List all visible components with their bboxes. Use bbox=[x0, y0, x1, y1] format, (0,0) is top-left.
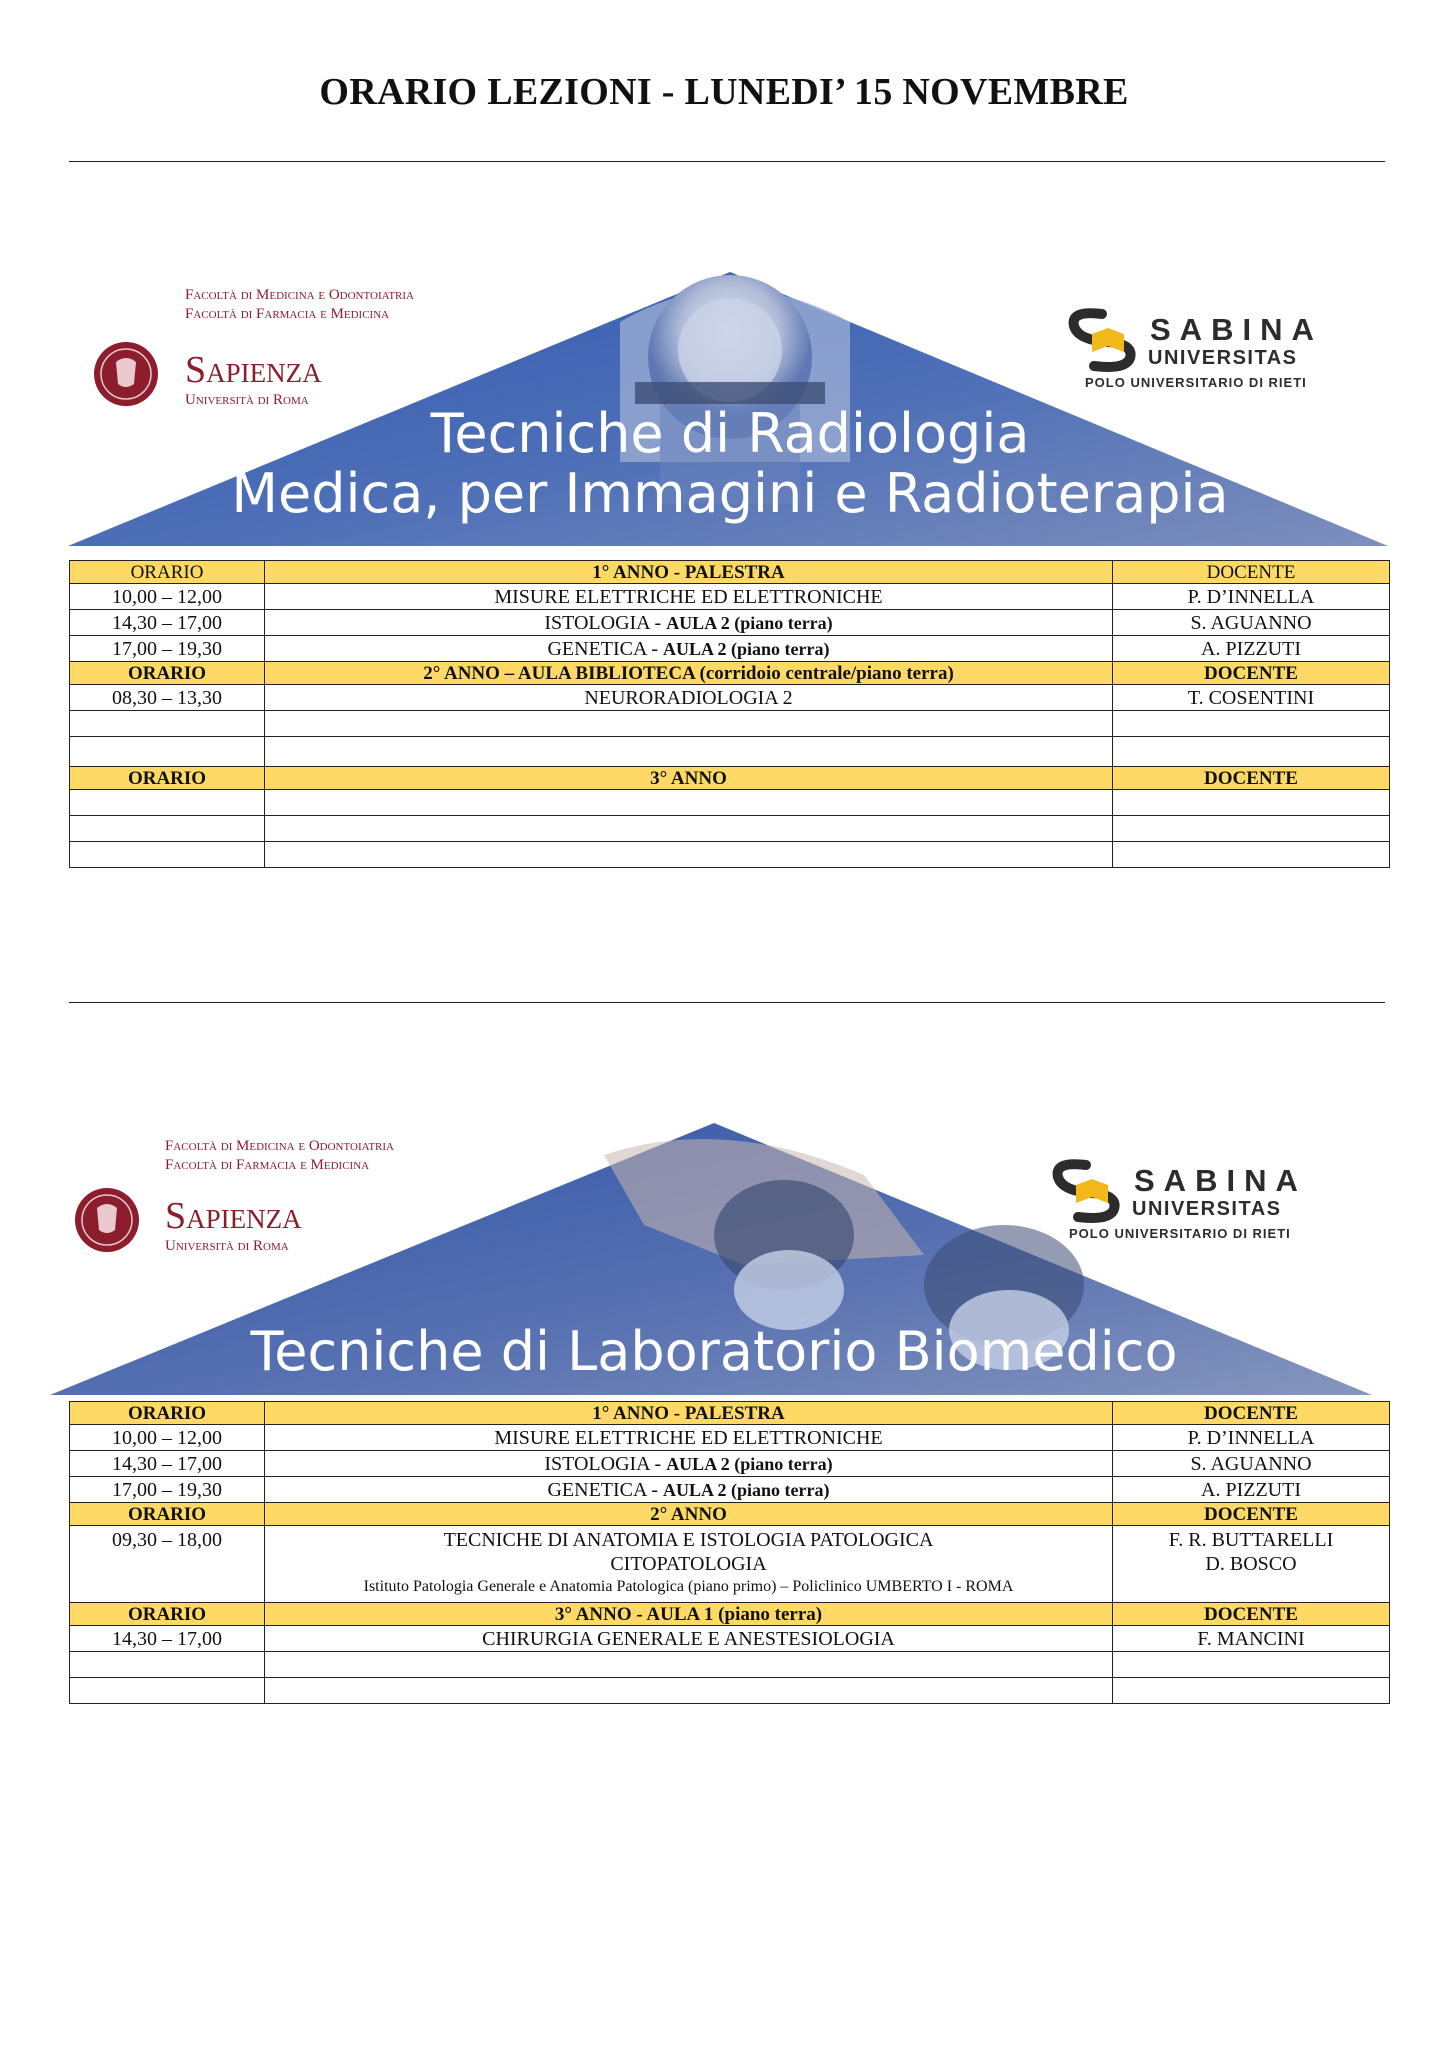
teacher-cell: A. PIZZUTI bbox=[1113, 636, 1390, 662]
year-heading: 3° ANNO bbox=[265, 767, 1113, 790]
room-text: AULA 2 (piano terra) bbox=[663, 1479, 830, 1500]
table-row bbox=[70, 1526, 1390, 1603]
teacher-cell: P. D’INNELLA bbox=[1113, 584, 1390, 610]
sabina-logo bbox=[1058, 1163, 1307, 1241]
sabina-name: SABINA bbox=[1134, 1163, 1307, 1198]
docente-header: DOCENTE bbox=[1113, 767, 1390, 790]
room-text: AULA 2 (piano terra) bbox=[663, 638, 830, 659]
faculty-line-1: Facoltà di Medicina e Odontoiatria bbox=[165, 1138, 394, 1154]
radiologia-banner bbox=[60, 262, 1390, 552]
empty-row bbox=[70, 816, 1390, 842]
teacher-cell: F. MANCINI bbox=[1113, 1626, 1390, 1652]
page-title: ORARIO LEZIONI - LUNEDI’ 15 NOVEMBRE bbox=[319, 71, 1129, 113]
orario-header: ORARIO bbox=[70, 767, 265, 790]
teacher-cell: S. AGUANNO bbox=[1113, 610, 1390, 636]
table-row bbox=[70, 1626, 1390, 1652]
subject-text: GENETICA - bbox=[547, 637, 664, 660]
year3-header-row bbox=[70, 767, 1390, 790]
subject-cell bbox=[265, 1451, 1113, 1477]
empty-row bbox=[70, 711, 1390, 737]
book-icon bbox=[1076, 1179, 1108, 1203]
faculty-line-1: Facoltà di Medicina e Odontoiatria bbox=[185, 287, 414, 303]
universitas-name: UNIVERSITAS bbox=[1148, 347, 1298, 369]
docente-header: DOCENTE bbox=[1113, 1603, 1390, 1626]
orario-header: ORARIO bbox=[70, 662, 265, 685]
time-cell: 08,30 – 13,30 bbox=[70, 685, 265, 711]
laboratorio-banner-graphic bbox=[44, 1115, 1374, 1395]
empty-row bbox=[70, 1652, 1390, 1678]
polo-name: POLO UNIVERSITARIO DI RIETI bbox=[1085, 375, 1307, 390]
orario-header: ORARIO bbox=[70, 561, 265, 584]
teacher-line-2: D. BOSCO bbox=[1205, 1553, 1297, 1575]
subject-cell: MISURE ELETTRICHE ED ELETTRONICHE bbox=[265, 1425, 1113, 1451]
table-row bbox=[70, 1477, 1390, 1503]
empty-row bbox=[70, 737, 1390, 767]
course-title-line-2: Medica, per Immagini e Radioterapia bbox=[231, 462, 1229, 525]
year2-header-row bbox=[70, 1503, 1390, 1526]
empty-row bbox=[70, 1678, 1390, 1704]
docente-header: DOCENTE bbox=[1113, 662, 1390, 685]
orario-header: ORARIO bbox=[70, 1603, 265, 1626]
time-cell: 17,00 – 19,30 bbox=[70, 1477, 265, 1503]
subject-cell: CHIRURGIA GENERALE E ANESTESIOLOGIA bbox=[265, 1626, 1113, 1652]
year-heading: 2° ANNO bbox=[265, 1503, 1113, 1526]
time-cell: 09,30 – 18,00 bbox=[70, 1526, 265, 1603]
radiologia-banner-graphic bbox=[60, 262, 1390, 552]
table-row bbox=[70, 1425, 1390, 1451]
year-heading bbox=[265, 561, 1113, 584]
time-cell: 14,30 – 17,00 bbox=[70, 1451, 265, 1477]
subject-text: GENETICA - bbox=[547, 1478, 664, 1501]
laboratorio-schedule-table bbox=[69, 1401, 1390, 1704]
sapienza-logo bbox=[75, 1138, 394, 1254]
course-title-line-1: Tecniche di Radiologia bbox=[430, 402, 1030, 465]
teacher-cell: A. PIZZUTI bbox=[1113, 1477, 1390, 1503]
year2-header-row bbox=[70, 662, 1390, 685]
subject-cell bbox=[265, 636, 1113, 662]
radiologia-schedule-table bbox=[69, 560, 1390, 868]
orario-header: ORARIO bbox=[70, 1503, 265, 1526]
year-heading: 1° ANNO - PALESTRA bbox=[265, 1402, 1113, 1425]
docente-header: DOCENTE bbox=[1113, 1402, 1390, 1425]
sapienza-name: Sapienza bbox=[165, 1195, 302, 1237]
table-row bbox=[70, 636, 1390, 662]
time-cell: 14,30 – 17,00 bbox=[70, 610, 265, 636]
sapienza-sub: Università di Roma bbox=[185, 392, 309, 408]
empty-row bbox=[70, 790, 1390, 816]
sapienza-logo bbox=[94, 287, 414, 408]
subject-cell bbox=[265, 610, 1113, 636]
sabina-logo bbox=[1074, 312, 1323, 390]
year1-header-row bbox=[70, 561, 1390, 584]
location-note: Istituto Patologia Generale e Anatomia Patologica (piano primo) – Policlinico UMBERTO I - ROMA bbox=[363, 1578, 1014, 1595]
table-row bbox=[70, 610, 1390, 636]
section-divider bbox=[69, 1002, 1385, 1003]
time-cell: 10,00 – 12,00 bbox=[70, 1425, 265, 1451]
teacher-cell: S. AGUANNO bbox=[1113, 1451, 1390, 1477]
year-heading: 2° ANNO – AULA BIBLIOTECA (corridoio centrale/piano terra) bbox=[265, 662, 1113, 685]
year1-header-row bbox=[70, 1402, 1390, 1425]
laboratorio-banner bbox=[44, 1115, 1374, 1395]
subject-line-2: CITOPATOLOGIA bbox=[610, 1553, 767, 1575]
faculty-line-2: Facoltà di Farmacia e Medicina bbox=[185, 306, 390, 322]
year-heading: 3° ANNO - AULA 1 (piano terra) bbox=[265, 1603, 1113, 1626]
subject-text: ISTOLOGIA - bbox=[544, 1452, 667, 1475]
course-title: Tecniche di Laboratorio Biomedico bbox=[250, 1320, 1178, 1383]
teacher-line-1: F. R. BUTTARELLI bbox=[1168, 1529, 1334, 1551]
empty-row bbox=[70, 842, 1390, 868]
time-cell: 17,00 – 19,30 bbox=[70, 636, 265, 662]
docente-header: DOCENTE bbox=[1113, 1503, 1390, 1526]
subject-cell bbox=[265, 1477, 1113, 1503]
subject-text: ISTOLOGIA - bbox=[544, 611, 667, 634]
subject-line-1: TECNICHE DI ANATOMIA E ISTOLOGIA PATOLOGICA bbox=[443, 1529, 934, 1551]
teacher-cell: P. D’INNELLA bbox=[1113, 1425, 1390, 1451]
book-icon bbox=[1092, 328, 1124, 352]
orario-header: ORARIO bbox=[70, 1402, 265, 1425]
subject-cell bbox=[265, 1526, 1113, 1603]
time-cell: 14,30 – 17,00 bbox=[70, 1626, 265, 1652]
docente-header: DOCENTE bbox=[1113, 561, 1390, 584]
subject-cell: MISURE ELETTRICHE ED ELETTRONICHE bbox=[265, 584, 1113, 610]
sapienza-sub: Università di Roma bbox=[165, 1238, 289, 1254]
polo-name: POLO UNIVERSITARIO DI RIETI bbox=[1069, 1226, 1291, 1241]
subject-cell: NEURORADIOLOGIA 2 bbox=[265, 685, 1113, 711]
sapienza-name: Sapienza bbox=[185, 349, 322, 391]
time-cell: 10,00 – 12,00 bbox=[70, 584, 265, 610]
faculty-line-2: Facoltà di Farmacia e Medicina bbox=[165, 1157, 370, 1173]
title-divider bbox=[69, 161, 1385, 162]
room-text: AULA 2 (piano terra) bbox=[666, 1453, 833, 1474]
year-heading-text: 1° ANNO - PALESTRA bbox=[592, 561, 785, 583]
sabina-name: SABINA bbox=[1150, 312, 1323, 347]
table-row bbox=[70, 685, 1390, 711]
teacher-cell: T. COSENTINI bbox=[1113, 685, 1390, 711]
year3-header-row bbox=[70, 1603, 1390, 1626]
teacher-cell bbox=[1113, 1526, 1390, 1603]
room-text: AULA 2 (piano terra) bbox=[666, 612, 833, 633]
table-row bbox=[70, 584, 1390, 610]
universitas-name: UNIVERSITAS bbox=[1132, 1198, 1282, 1220]
table-row bbox=[70, 1451, 1390, 1477]
